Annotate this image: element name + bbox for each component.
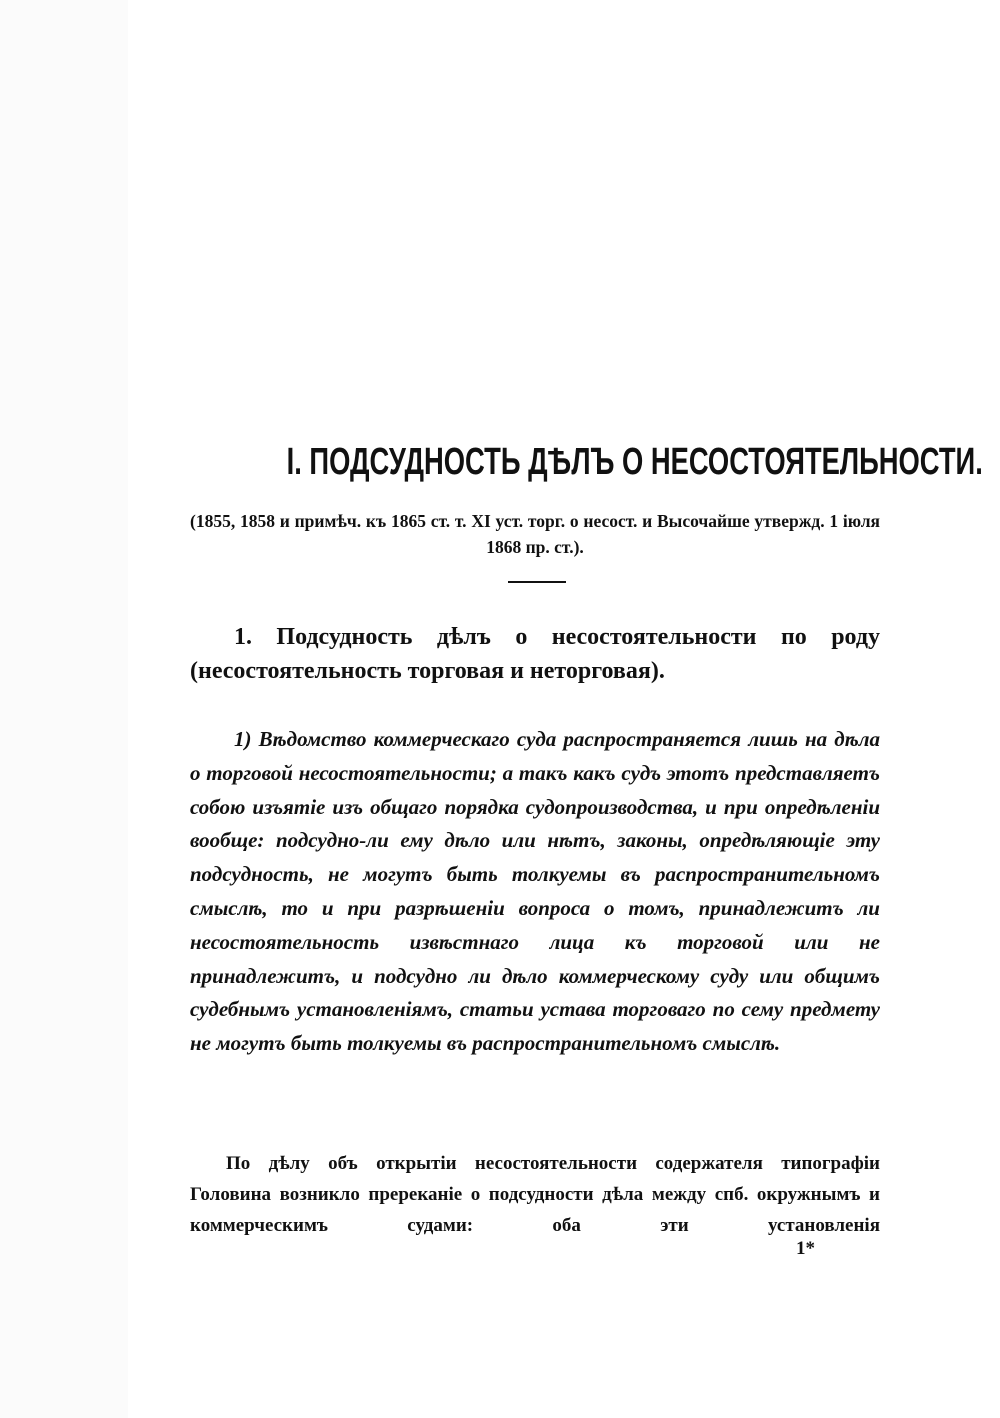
page-margin-shade: [0, 0, 128, 1418]
separator-rule: [508, 581, 566, 583]
paragraph-roman: По дѣлу объ открытіи несостоятельности содержателя типографіи Головина возникло пререканіе о подсудности дѣла между спб. окружнымъ и коммерческимъ судами: оба эти установленія: [190, 1153, 880, 1236]
source-note: (1855, 1858 и примѣч. къ 1865 ст. т. XI уст. торг. о несост. и Высочайше утвержд. 1 іюля 1868 пр. ст.).: [190, 511, 880, 557]
signature-mark: 1*: [796, 1238, 815, 1259]
section-heading: 1. Подсудность дѣлъ о несостоятельности по роду (несостоятельность торговая и неторговая).: [190, 624, 880, 684]
chapter-title: I. ПОДСУДНОСТЬ ДѢЛЪ О НЕСОСТОЯТЕЛЬНОСТИ.: [286, 441, 983, 483]
paragraph-italic: 1) Вѣдомство коммерческаго суда распространяется лишь на дѣла о торговой несостоятельности; а такъ какъ судъ этотъ представляетъ собою изъятіе изъ общаго порядка судопроизводства, и при опредѣленіи вообще: подсудно-ли ему дѣло или нѣтъ, законы, опредѣляющіе эту подсудность, не могутъ быть толкуемы въ распространительномъ смыслѣ, то и при разрѣшеніи вопроса о томъ, принадлежитъ ли несостоятельность извѣстнаго лица къ торговой или не принадлежитъ, и подсудно ли дѣло коммерческому суду или общимъ судебнымъ установленіямъ, статьи устава торговаго по сему предмету не могутъ быть толкуемы въ распространительномъ смыслѣ.: [190, 727, 880, 1056]
